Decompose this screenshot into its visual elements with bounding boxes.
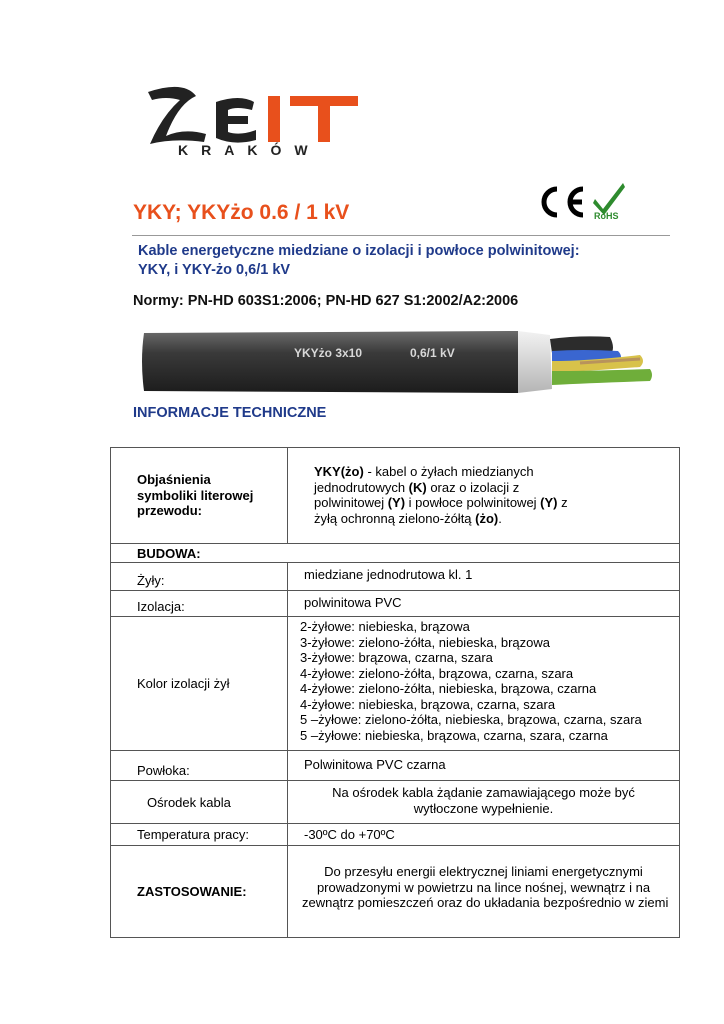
temp-value: -30ºC do +70ºC xyxy=(288,824,680,846)
table-row xyxy=(111,617,680,751)
cable-print-type: YKYżo 3x10 xyxy=(294,346,363,360)
izolacja-value: polwinitowa PVC xyxy=(288,591,680,617)
table-row xyxy=(111,448,680,544)
osrodek-label: Ośrodek kabla xyxy=(111,781,288,824)
osrodek-value: Na ośrodek kabla żądanie zamawiającego może być wytłoczone wypełnienie. xyxy=(288,781,680,824)
cable-image xyxy=(140,325,655,400)
symbols-text: YKY(żo) - kabel o żyłach miedzianych jednodrutowych (K) oraz o izolacji z polwinitowej (Y) i powłoce polwinitowej (Y) z żyłą ochronną zielono-żółtą (żo). xyxy=(288,448,680,544)
izolacja-label: Izolacja: xyxy=(111,591,288,617)
powloka-value: Polwinitowa PVC czarna xyxy=(288,751,680,781)
table-row xyxy=(111,591,680,617)
powloka-label: Powłoka: xyxy=(111,751,288,781)
rohs-check-icon xyxy=(591,181,627,223)
table-row xyxy=(111,751,680,781)
subtitle-line-1: Kable energetyczne miedziane o izolacji i powłoce polwinitowej: xyxy=(138,243,580,259)
ce-mark-icon xyxy=(535,183,587,221)
table-row xyxy=(111,846,680,938)
symbols-label: Objaśnienia symboliki literowej przewodu: xyxy=(111,448,288,544)
kolor-values: 2-żyłowe: niebieska, brązowa 3-żyłowe: zielono-żółta, niebieska, brązowa 3-żyłowe: brązowa, czarna, szara 4-żyłowe: zielono-żółta, brązowa, czarna, szara 4-żyłowe: zielono-żółta, niebieska, brązowa, czarna 4-żyłowe: niebieska, brązowa, czarna, szara 5 –żyłowe: zielono-żółta, niebieska, brązowa, czarna, szara 5 –żyłowe: niebieska, brązowa, czarna, szara, czarna xyxy=(288,617,680,751)
table-row xyxy=(111,563,680,591)
cable-print-voltage: 0,6/1 kV xyxy=(410,346,455,360)
table-row xyxy=(111,824,680,846)
budowa-heading: BUDOWA: xyxy=(111,544,680,563)
subtitle-line-2: YKY, i YKY-żo 0,6/1 kV xyxy=(138,262,291,278)
zyly-value: miedziane jednodrutowa kl. 1 xyxy=(288,563,680,591)
section-title: INFORMACJE TECHNICZNE xyxy=(133,405,327,421)
temp-label: Temperatura pracy: xyxy=(111,824,288,846)
product-subtitle xyxy=(138,242,580,280)
standards-line: Normy: PN-HD 603S1:2006; PN-HD 627 S1:2002/A2:2006 xyxy=(133,293,519,309)
table-row xyxy=(111,544,680,563)
technical-table xyxy=(110,447,680,938)
header-divider xyxy=(132,235,670,236)
rohs-label: RoHS xyxy=(594,211,619,221)
table-row xyxy=(111,781,680,824)
zyly-label: Żyły: xyxy=(111,563,288,591)
zastosowanie-value: Do przesyłu energii elektrycznej liniami energetycznymi prowadzonymi w powietrzu na lince nośnej, wewnątrz i na zewnątrz pomieszczeń oraz do układania bezpośrednio w ziemi xyxy=(288,846,680,938)
logo-subtitle: KRAKÓW xyxy=(178,142,321,158)
zastosowanie-label: ZASTOSOWANIE: xyxy=(111,846,288,938)
kolor-label: Kolor izolacji żył xyxy=(111,617,288,751)
page-title: YKY; YKYżo 0.6 / 1 kV xyxy=(133,201,350,224)
